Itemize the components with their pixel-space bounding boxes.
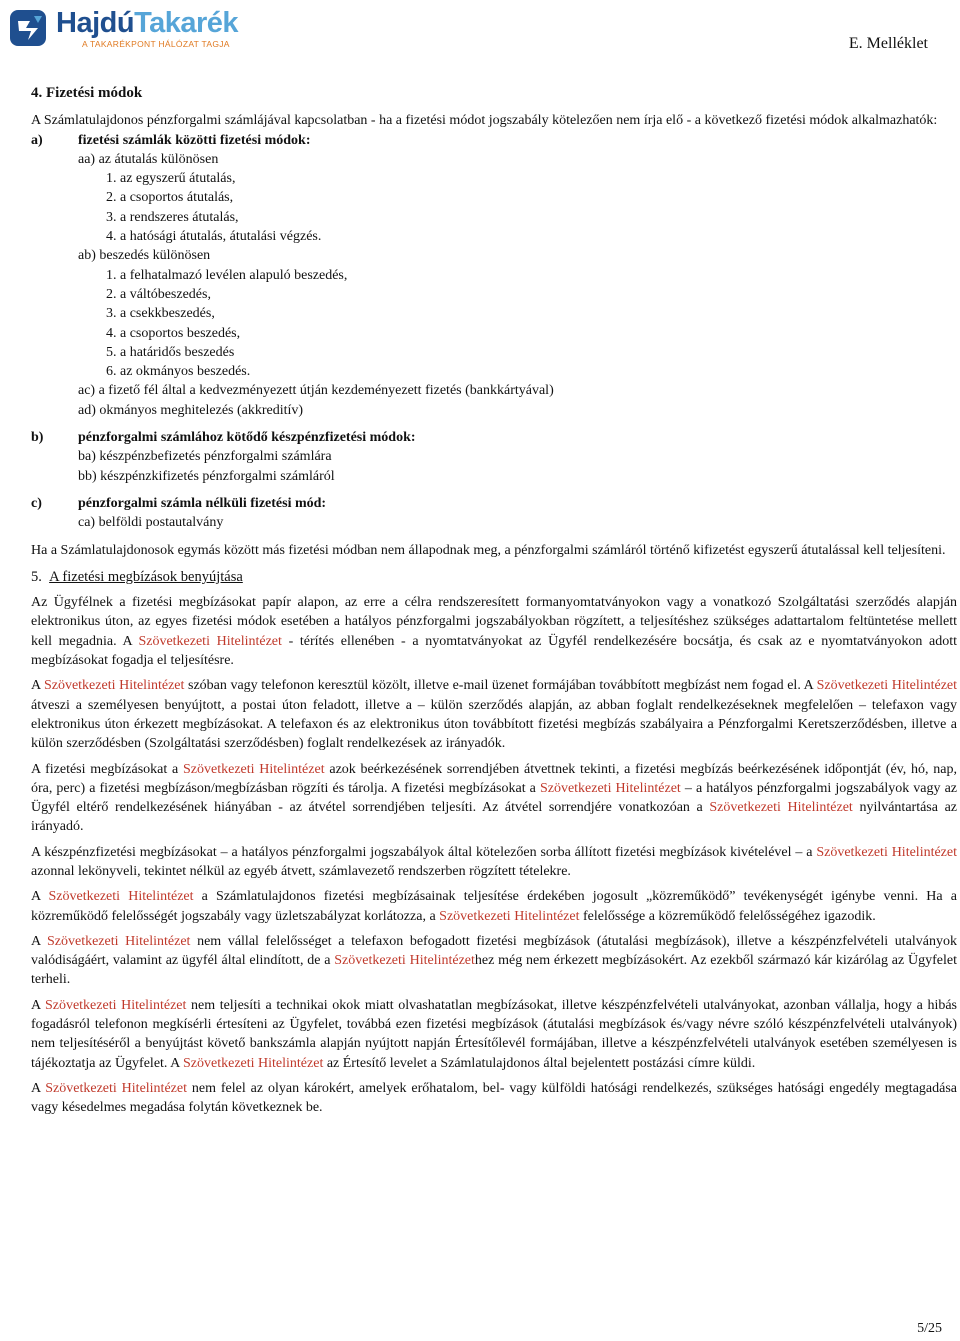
- item-ac: ac) a fizető fél által a kedvezményezett útján kezdeményezett fizetés (bankkártyával): [78, 383, 554, 399]
- section-5-title: A fizetési megbízások benyújtása: [49, 568, 243, 585]
- item-ab: ab) beszedés különösen: [78, 248, 211, 264]
- section-5-heading: [31, 568, 957, 587]
- paragraph-1: Az Ügyfélnek a fizetési megbízásokat papír alapon, az erre a célra rendszeresített formanyomtatványokon vagy a vonatkozó Szolgáltatási szerződés alapján elektronikus úton, az egyes fizetési módok esetében a hatályos pénzforgalmi jogszabályokban rögzített, a teljesítéshez szükséges adattartalom feltüntetése mellett kell megadnia. A Szövetkezeti Hitelintézet - térítés ellenében - a nyomtatványokat az Ügyfél rendelkezésére bocsátja, és csak az e nyomtatványokon adott megbízásokat fogadja el teljesítésre.: [31, 595, 958, 669]
- section-4-closing: Ha a Számlatulajdonosok egymás között más fizetési módban nem állapodnak meg, a pénzforgalmi számláról történő kifizetést egyszerű átutalással kell teljesíteni.: [31, 542, 946, 558]
- aa-item-3: 3. a rendszeres átutalás,: [106, 209, 239, 225]
- section-4-intro: A Számlatulajdonos pénzforgalmi számlájával kapcsolatban - ha a fizetési módot jogszabály kötelezően nem írja elő - a következő fizetési módok alkalmazhatók:: [31, 113, 938, 129]
- entity-name: Szövetkezeti Hitelintézet: [183, 1055, 324, 1071]
- paragraph-8: A Szövetkezeti Hitelintézet nem felel az olyan károkért, amelyek erőhatalom, bel- vagy külföldi hatósági rendelkezés, szükséges hatósági engedély megtagadása vagy késedelmes megadása folytán következnek be.: [31, 1080, 958, 1116]
- entity-name: Szövetkezeti Hitelintézet: [334, 953, 475, 969]
- item-ca: ca) belföldi postautalvány: [78, 515, 224, 531]
- aa-item-1: 1. az egyszerű átutalás,: [106, 171, 236, 187]
- item-c-key: c): [31, 495, 42, 511]
- item-a: [31, 131, 957, 150]
- item-bb: bb) készpénzkifizetés pénzforgalmi számláról: [78, 468, 335, 484]
- entity-name: Szövetkezeti Hitelintézet: [439, 908, 580, 924]
- paragraph-3: A fizetési megbízásokat a Szövetkezeti Hitelintézet azok beérkezésének sorrendjében átvettnek tekinti, a fizetési megbízás beérkezésének időpontját (év, hó, nap, óra, perc) a fizetési megbízáson/megbízásban rögzíti és tárolja. A fizetési megbízásokat a Szövetkezeti Hitelintézet – a hatályos pénzforgalmi jogszabályok vagy az Ügyfél eltérő rendelkezésének hiányában - az átvétel sorrendjében teljesíti. Az átvétel sorrendjére vonatkozóan a Szövetkezeti Hitelintézet nyilvántartása az irányadó.: [31, 761, 958, 835]
- document-body: [31, 84, 957, 1124]
- item-ba: ba) készpénzbefizetés pénzforgalmi számlára: [78, 449, 332, 465]
- paragraph-4: A készpénzfizetési megbízásokat – a hatályos pénzforgalmi jogszabályok által kötelezően sorba állított fizetési megbízások kivételével – a Szövetkezeti Hitelintézet azonnal lekönyveli, tekintet nélkül az egyéb átvett, számlavezető rendszerben rögzített tételekre.: [31, 844, 958, 879]
- logo-wordmark: [56, 8, 238, 38]
- entity-name: Szövetkezeti Hitelintézet: [539, 780, 681, 796]
- entity-name: Szövetkezeti Hitelintézet: [816, 844, 958, 860]
- item-aa: aa) az átutalás különösen: [78, 151, 219, 167]
- ab-item-4: 4. a csoportos beszedés,: [106, 325, 241, 341]
- ab-item-3: 3. a csekkbeszedés,: [106, 306, 215, 322]
- ab-item-1: 1. a felhatalmazó levélen alapuló beszedés,: [106, 267, 348, 283]
- ab-item-2: 2. a váltóbeszedés,: [106, 286, 211, 302]
- paragraph-7: A Szövetkezeti Hitelintézet nem teljesíti a technikai okok miatt olvashatatlan megbízásokat, illetve készpénzfelvételi utalványokat, azonban vállalja, hogy a hibás fogadásról telefonon megkísérli értesíteni az Ügyfelet, továbbá ezen fizetési megbízások (átutalási megbízások és/vagy névre szóló készpénzfelvételi utalványok) nem teljesítéséről a benyújtást követő bankszámla alapján nyújtott napján Értesítőlevél formájában, illetve a készpénzfelvételi utalványok esetében személyesen is tájékoztatja az Ügyfelet. A Szövetkezeti Hitelintézet az Értesítő levelet a Számlatulajdonos által bejelentett postázási címre küldi.: [31, 997, 958, 1071]
- entity-name: Szövetkezeti Hitelintézet: [43, 678, 185, 694]
- logo-wordmark-part2: Takarék: [134, 7, 239, 39]
- aa-item-4: 4. a hatósági átutalás, átutalási végzés.: [106, 229, 322, 245]
- entity-name: Szövetkezeti Hitelintézet: [44, 997, 187, 1013]
- annex-label: E. Melléklet: [848, 35, 928, 52]
- entity-name: Szövetkezeti Hitelintézet: [816, 678, 958, 694]
- paragraph-2: A Szövetkezeti Hitelintézet szóban vagy telefonon keresztül közölt, illetve e-mail üzenet formájában továbbított megbízást nem fogad el. A Szövetkezeti Hitelintézet átveszi a személyesen benyújtott, a postai úton feladott, illetve a – külön szerződés alapján, az abban foglalt rendelkezéseknek megfelelően – telefaxon vagy elektronikus úton érkezett megbízásokat. A telefaxon és az elektronikus úton továbbított fizetési megbízás szabályaira a Pénzforgalmi Keretszerződésben, illetve a külön szerződésben (Szolgáltatási szerződésben) foglalt rendelkezések az irányadók.: [31, 678, 958, 752]
- page-number: 5/25: [917, 1321, 942, 1336]
- item-a-key: a): [31, 132, 43, 148]
- paragraph-6: A Szövetkezeti Hitelintézet nem vállal felelősséget a telefaxon befogadott fizetési megbízások (átutalási megbízások), illetve a készpénzfelvételi utalványok valódiságáért, valamint az ügyfél által elindított, de a Szövetkezeti Hitelintézethez még nem érkezett megbízásokért. Az ezekből származó kár kizárólag az Ügyfelet terheli.: [31, 933, 958, 988]
- bank-logo: [8, 6, 239, 54]
- item-ad: ad) okmányos meghitelezés (akkreditív): [78, 402, 304, 418]
- ab-item-6: 6. az okmányos beszedés.: [106, 364, 251, 380]
- entity-name: Szövetkezeti Hitelintézet: [709, 800, 853, 816]
- entity-name: Szövetkezeti Hitelintézet: [183, 761, 325, 777]
- paragraph-5: A Szövetkezeti Hitelintézet a Számlatulajdonos fizetési megbízásainak teljesítése érdekében jogosult „közreműködő” tevékenységét igénybe venni. Ha a közreműködő felelősségét jogszabály vagy üzletszabályzat korlátozza, a Szövetkezeti Hitelintézet felelőssége a közreműködő felelősségéhez igazodik.: [31, 889, 958, 924]
- logo-tagline: A TAKARÉKPONT HÁLÓZAT TAGJA: [82, 39, 230, 49]
- aa-item-2: 2. a csoportos átutalás,: [106, 190, 234, 206]
- section-4-title: 4. Fizetési módok: [31, 85, 143, 101]
- entity-name: Szövetkezeti Hitelintézet: [46, 933, 191, 949]
- ab-item-5: 5. a határidős beszedés: [106, 344, 235, 360]
- item-a-title: fizetési számlák közötti fizetési módok:: [78, 132, 311, 148]
- item-c: [31, 494, 957, 513]
- item-b: [31, 428, 957, 447]
- item-b-title: pénzforgalmi számlához kötődő készpénzfizetési módok:: [78, 430, 416, 446]
- logo-mark-icon: [8, 8, 48, 48]
- entity-name: Szövetkezeti Hitelintézet: [45, 1080, 187, 1096]
- entity-name: Szövetkezeti Hitelintézet: [138, 633, 282, 649]
- entity-name: Szövetkezeti Hitelintézet: [48, 889, 194, 905]
- item-c-title: pénzforgalmi számla nélküli fizetési mód:: [78, 495, 327, 511]
- section-5-number: 5.: [31, 568, 42, 585]
- item-b-key: b): [31, 430, 44, 446]
- logo-wordmark-part1: Hajdú: [56, 7, 135, 39]
